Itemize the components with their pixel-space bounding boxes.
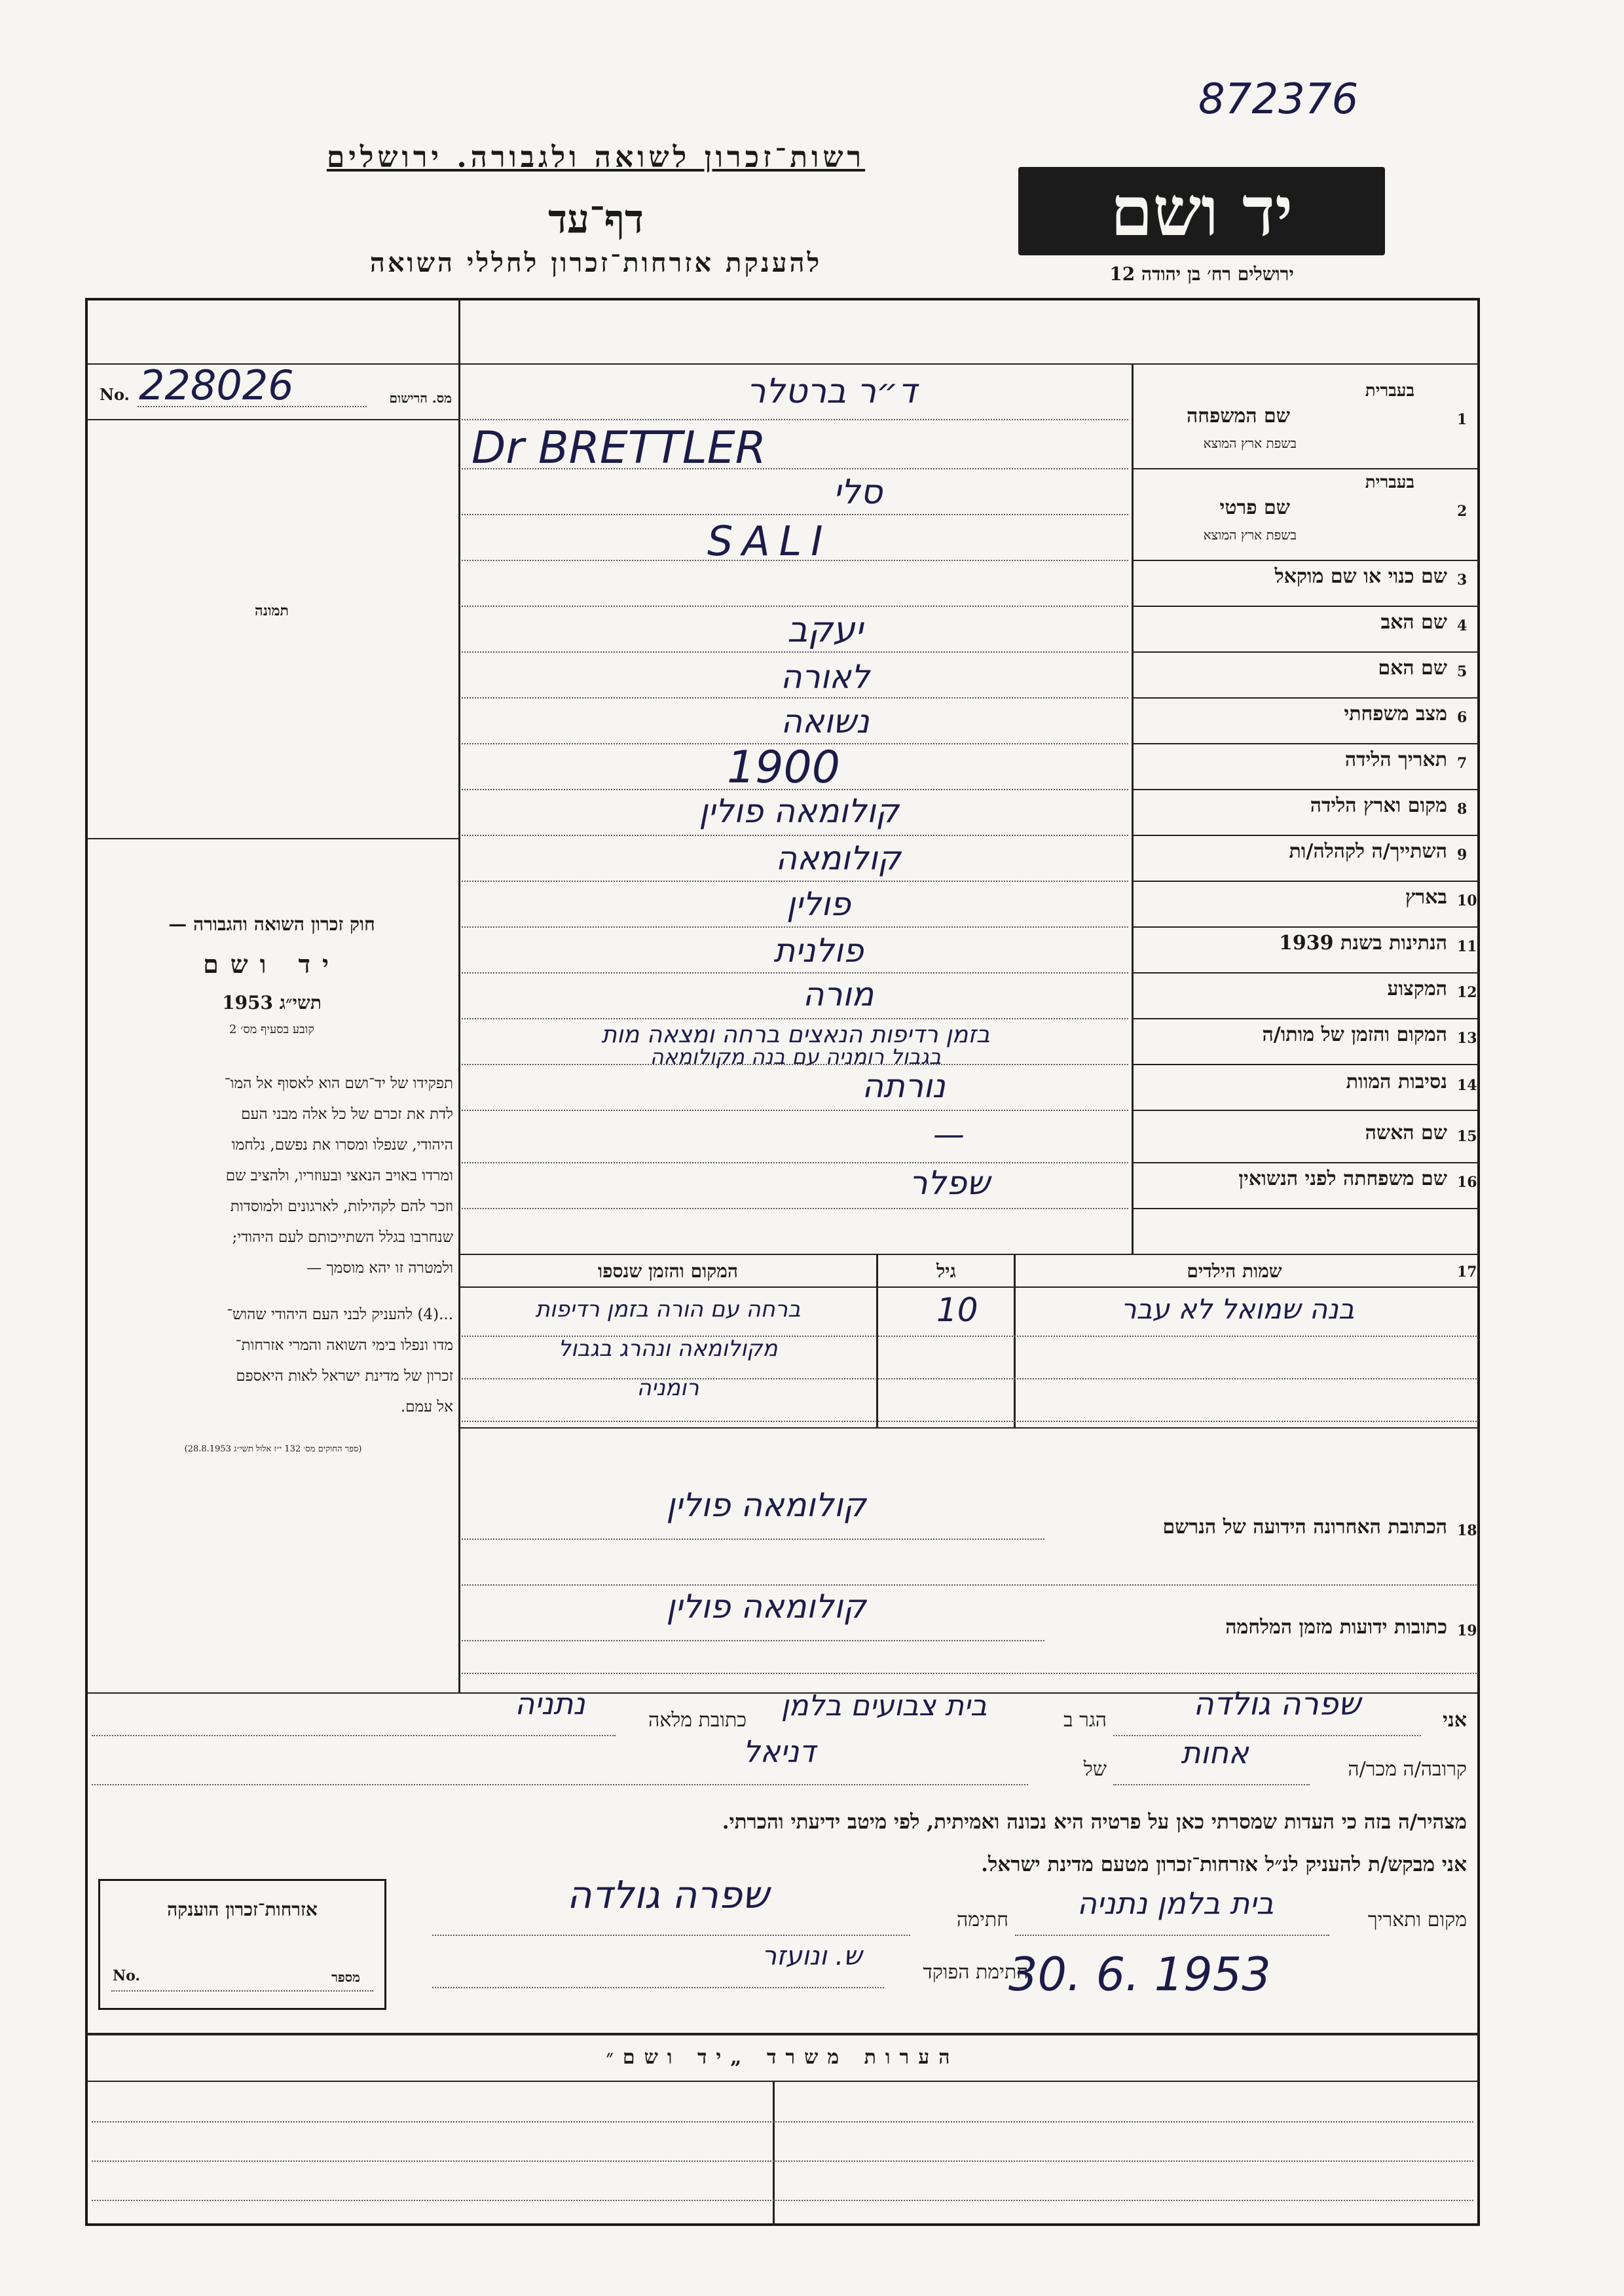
law-title: חוק זכרון השואה והגבורה — xyxy=(168,913,375,935)
label-family-name: שם המשפחה xyxy=(1186,405,1290,428)
citizenship-number-label: מספר xyxy=(331,1969,360,1985)
relation-value: אחות xyxy=(1181,1735,1249,1770)
child-age-value: 10 xyxy=(936,1291,978,1329)
office-remarks-title: הערות משרד „יד ושם״ xyxy=(606,2046,959,2069)
birth-place-value: קולומאה פולין xyxy=(699,792,899,830)
child-death-place-value-line2: מקולומאה ונהרג בגבול xyxy=(558,1336,778,1362)
country-value: פולין xyxy=(786,885,851,923)
label-origin-language: בשפת ארץ המוצא xyxy=(1203,435,1297,451)
declarant-name-value: שפרה גולדה xyxy=(1193,1686,1361,1722)
label-last-address: הכתובת האחרונה הידועה של הנרשם xyxy=(1162,1516,1447,1539)
marital-status-value: נשואה xyxy=(781,702,870,740)
label-hebrew: בעברית xyxy=(1365,381,1414,401)
law-body xyxy=(93,1068,453,1423)
field-number: 1 xyxy=(1457,411,1467,428)
field-number: 3 xyxy=(1457,572,1467,589)
label-birth-place: מקום וארץ הלידה xyxy=(1310,794,1447,817)
family-name-latin-value: Dr BRETTLER xyxy=(471,422,766,474)
law-line: ולמטרה זו יהא מוסמך — xyxy=(306,1260,453,1277)
wartime-address-value: קולומאה פולין xyxy=(666,1588,866,1626)
first-name-latin-value: SALI xyxy=(707,517,832,565)
community-value: קולומאה xyxy=(775,839,901,877)
child-death-place-value-line3: רומניה xyxy=(637,1375,699,1401)
field-number: 9 xyxy=(1457,847,1467,864)
law-source: (ספר החוקים מס׳ 132 י״ז אלול תשי״ג 28.8.1953) xyxy=(184,1444,362,1454)
law-clause: קובע בסעיף מס׳ 2 xyxy=(229,1023,314,1036)
death-place-value-line2: בגבול רומניה עם בנה מקולומאה xyxy=(650,1044,942,1069)
registration-label: מס. הרישום xyxy=(389,390,452,406)
child-death-place-value: ברחה עם הורה בזמן רדיפות xyxy=(535,1296,801,1322)
col-place-time: המקום והזמן שנספו xyxy=(598,1260,738,1282)
law-line: היהודי, שנפלו ומסרו את נפשם, נלחמו xyxy=(231,1137,453,1154)
field-number: 5 xyxy=(1457,663,1467,680)
label-maiden-name: שם משפחתה לפני הנשואין xyxy=(1238,1167,1447,1190)
first-name-hebrew-value: סלי xyxy=(833,473,883,512)
request-statement: אני מבקש/ת להעניק לנ״ל אזרחות־זכרון מטעם מדינת ישראל. xyxy=(981,1853,1467,1876)
law-line: מדו ונפלו בימי השואה והמרי אזרחות־ xyxy=(235,1337,453,1354)
label-origin-language: בשפת ארץ המוצא xyxy=(1203,527,1297,543)
death-circumstances-value: נורתה xyxy=(862,1067,946,1105)
label-wife-name: שם האשה xyxy=(1365,1121,1447,1144)
field-number: 6 xyxy=(1457,709,1467,726)
authority-title: רשות־זכרון לשואה ולגבורה. ירושלים xyxy=(326,141,866,174)
label-profession: המקצוע xyxy=(1387,977,1447,1000)
label-death-circumstances: נסיבות המוות xyxy=(1346,1070,1447,1093)
yad-vashem-logo xyxy=(1018,167,1385,255)
field-number: 7 xyxy=(1457,755,1467,772)
label-full-address: כתובת מלאה xyxy=(648,1709,747,1732)
label-nationality-1939: הנתינות בשנת 1939 xyxy=(1278,932,1447,955)
declaration-statement: מצהיר/ה בזה כי העדות שמסרתי כאן על פרטיה היא נכונה ואמיתית, לפי מיטב ידיעתי והכרתי. xyxy=(722,1810,1467,1834)
law-line: תפקידו של יד־ושם הוא לאסוף אל המו־ xyxy=(224,1075,453,1092)
label-i: אני xyxy=(1443,1709,1467,1732)
birth-date-value: 1900 xyxy=(727,742,841,793)
registration-number: 228026 xyxy=(139,361,294,409)
label-death-place-time: המקום והזמן של מותו/ה xyxy=(1262,1023,1447,1046)
child-name-value: בנה שמואל לא עבר xyxy=(1120,1293,1355,1325)
label-community: השתייך/ה לקהלה/ות xyxy=(1289,840,1447,863)
label-first-name: שם פרטי xyxy=(1219,496,1290,519)
label-relative: קרובה/ה מכר/ה xyxy=(1348,1758,1467,1781)
law-year: תשי״ג 1953 xyxy=(222,992,322,1013)
label-nickname: שם כנוי או שם מוקאל xyxy=(1274,565,1447,588)
law-line: זכרון של מדינת ישראל לאות היאספם xyxy=(236,1368,453,1385)
profession-value: מורה xyxy=(802,975,874,1013)
field-number: 14 xyxy=(1457,1077,1477,1094)
label-birth-date: תאריך הלידה xyxy=(1344,748,1447,771)
field-number: 18 xyxy=(1457,1522,1477,1539)
label-place-date: מקום ותאריך xyxy=(1367,1908,1467,1931)
official-signature-value: ש. ונועזר xyxy=(762,1941,862,1971)
form-subtitle: להענקת אזרחות־זכרון לחללי השואה xyxy=(369,247,822,278)
law-line: וזכר להם לקהילות, לארגונים ולמוסדות xyxy=(230,1198,453,1215)
label-of: של xyxy=(1083,1758,1107,1781)
field-number: 12 xyxy=(1457,984,1477,1001)
law-line: לדת את זכרם של כל אלה מבני העם xyxy=(241,1106,453,1123)
law-line: אל עמם. xyxy=(400,1398,453,1415)
maiden-name-value: שפלר xyxy=(909,1164,990,1202)
field-number: 11 xyxy=(1457,938,1477,955)
label-country: בארץ xyxy=(1405,886,1447,909)
residence-value: בית צבועים בלמן xyxy=(781,1689,987,1722)
signature-value: שפרה גולדה xyxy=(566,1872,769,1917)
address-value: נתניה xyxy=(515,1686,585,1721)
archive-stamp-number: 872376 xyxy=(1198,75,1359,124)
logo-address: ירושלים רח׳ בן יהודה 12 xyxy=(1109,263,1294,285)
label-signature: חתימה xyxy=(957,1908,1008,1931)
label-hebrew: בעברית xyxy=(1365,473,1414,492)
field-number: 17 xyxy=(1457,1264,1477,1281)
field-number: 16 xyxy=(1457,1174,1477,1191)
no-label: No. xyxy=(100,385,130,404)
law-org: יד ושם xyxy=(203,949,341,979)
col-child-names: שמות הילדים xyxy=(1187,1260,1282,1282)
field-number: 4 xyxy=(1457,617,1467,634)
declaration-date-value: 30. 6. 1953 xyxy=(1008,1948,1271,2001)
field-number: 13 xyxy=(1457,1030,1477,1047)
wife-name-value: — xyxy=(933,1116,965,1153)
field-number: 15 xyxy=(1457,1128,1477,1145)
logo-text: יד ושם xyxy=(1110,171,1293,251)
citizenship-no-label: No. xyxy=(113,1967,141,1984)
of-value: דניאל xyxy=(743,1734,816,1769)
family-name-hebrew-value: ד״ר ברטלר xyxy=(747,372,917,411)
label-marital-status: מצב משפחתי xyxy=(1344,702,1447,725)
nationality-value: פולנית xyxy=(773,932,864,970)
label-mother-name: שם האם xyxy=(1378,657,1447,680)
field-number: 19 xyxy=(1457,1622,1477,1639)
label-father-name: שם האב xyxy=(1380,611,1447,634)
photo-label: תמונה xyxy=(255,602,289,619)
col-age: גיל xyxy=(936,1260,956,1282)
label-wartime-addresses: כתובות ידועות מזמן המלחמה xyxy=(1225,1616,1447,1639)
mother-name-value: לאורה xyxy=(780,658,870,696)
field-number: 8 xyxy=(1457,801,1467,818)
law-line: ומרדו באויב הנאצי ובעוזריו, ולהציב שם xyxy=(225,1167,453,1184)
field-number: 10 xyxy=(1457,892,1477,909)
form-title: דף־עד xyxy=(548,196,644,242)
field-number: 2 xyxy=(1457,503,1467,520)
last-address-value: קולומאה פולין xyxy=(666,1486,866,1524)
law-line: שנחרבו בגלל השתייכותם לעם היהודי; xyxy=(232,1229,453,1246)
father-name-value: יעקב xyxy=(787,609,863,650)
place-date-value: בית בלמן נתניה xyxy=(1077,1886,1274,1921)
label-resides-in: הגר ב xyxy=(1063,1709,1107,1732)
label-official-signature: חתימת הפוקד xyxy=(923,1961,1028,1984)
law-line: ...(4) להעניק לבני העם היהודי שהוש־ xyxy=(227,1306,453,1323)
death-place-value: בזמן רדיפות הנאצים ברחה ומצאה מות xyxy=(601,1021,990,1048)
citizenship-title: אזרחות־זכרון הוענקה xyxy=(167,1899,318,1920)
